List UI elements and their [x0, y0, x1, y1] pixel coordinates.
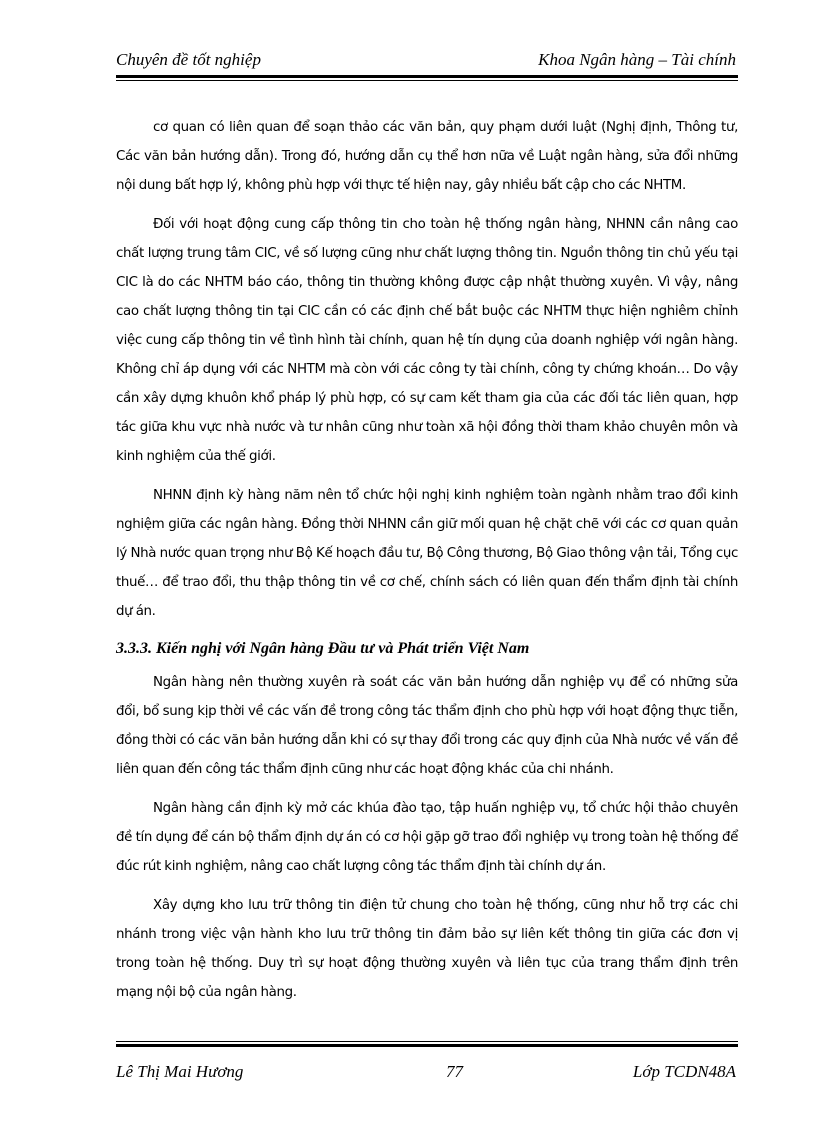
footer-class-name: Lớp TCDN48A [632, 1062, 736, 1081]
body-paragraph: NHNN định kỳ hàng năm nên tổ chức hội nghị kinh nghiệm toàn ngành nhằm trao đổi kinh nghiệm giữa các ngân hàng. Đồng thời NHNN cần giữ mối quan hệ chặt chẽ với các cơ quan quản lý Nhà nước quan trọng như Bộ Kế hoạch đầu tư, Bộ Công thương, Bộ Giao thông vận tải, Tổng cục thuế… để trao đổi, thu thập thông tin về cơ chế, chính sách có liên quan đến thẩm định tài chính dự án. [116, 488, 738, 619]
header-faculty-name: Khoa Ngân hàng – Tài chính [538, 50, 736, 69]
footer-rule-thin [116, 1041, 738, 1042]
body-paragraph: Ngân hàng nên thường xuyên rà soát các văn bản hướng dẫn nghiệp vụ để có những sửa đổi, bổ sung kịp thời về các vấn đề trong công tác thẩm định cho phù hợp với hoạt động thực tiễn, đồng thời có các văn bản hướng dẫn khi có sự thay đổi trong các quy định của Nhà nước về vấn đề liên quan đến công tác thẩm định cũng như các hoạt động khác của chi nhánh. [116, 675, 738, 777]
page-footer [116, 1060, 736, 1084]
body-paragraph: cơ quan có liên quan để soạn thảo các văn bản, quy phạm dưới luật (Nghị định, Thông tư, Các văn bản hướng dẫn). Trong đó, hướng dẫn cụ thể hơn nữa về Luật ngân hàng, sửa đổi những nội dung bất hợp lý, không phù hợp với thực tế hiện nay, gây nhiều bất cập cho các NHTM. [116, 120, 738, 193]
section-heading: 3.3.3. Kiến nghị với Ngân hàng Đầu tư và Phát triển Việt Nam [116, 640, 530, 657]
body-paragraph: Ngân hàng cần định kỳ mở các khúa đào tạo, tập huấn nghiệp vụ, tổ chức hội thảo chuyên đề tín dụng để cán bộ thẩm định dự án có cơ hội gặp gỡ trao đổi nghiệp vụ trong toàn hệ thống để đúc rút kinh nghiệm, nâng cao chất lượng công tác thẩm định tài chính dự án. [116, 801, 738, 874]
header-rule-thin [116, 80, 738, 81]
body-paragraph: Đối với hoạt động cung cấp thông tin cho toàn hệ thống ngân hàng, NHNN cần nâng cao chất lượng trung tâm CIC, về số lượng cũng như chất lượng thông tin. Nguồn thông tin chủ yếu tại CIC là do các NHTM báo cáo, thông tin thường không được cập nhật thường xuyên. Vì vậy, nâng cao chất lượng thông tin tại CIC cần có các định chế bắt buộc các NHTM thực hiện nghiêm chỉnh việc cung cấp thông tin về tình hình tài chính, quan hệ tín dụng của doanh nghiệp với ngân hàng. Không chỉ áp dụng với các NHTM mà còn với các công ty tài chính, công ty chứng khoán… Do vậy cần xây dựng khuôn khổ pháp lý phù hợp, có sự cam kết tham gia của các đối tác liên quan, hợp tác giữa khu vực nhà nước và tư nhân cũng như toàn xã hội đồng thời tham khảo chuyên môn và kinh nghiệm của thế giới. [116, 217, 738, 464]
header-document-title: Chuyên đề tốt nghiệp [116, 50, 261, 69]
header-rule-thick [116, 75, 738, 78]
footer-page-number: 77 [446, 1062, 463, 1081]
footer-rule-thick [116, 1044, 738, 1047]
body-paragraph: Xây dựng kho lưu trữ thông tin điện tử chung cho toàn hệ thống, cũng như hỗ trợ các chi nhánh trong việc vận hành kho lưu trữ thông tin đảm bảo sự liên kết thông tin giữa các đơn vị trong toàn hệ thống. Duy trì sự hoạt động thường xuyên và liên tục của trang thẩm định trên mạng nội bộ của ngân hàng. [116, 898, 738, 1000]
footer-author: Lê Thị Mai Hương [116, 1062, 244, 1081]
page-header [116, 48, 736, 72]
page-body [116, 113, 738, 1017]
